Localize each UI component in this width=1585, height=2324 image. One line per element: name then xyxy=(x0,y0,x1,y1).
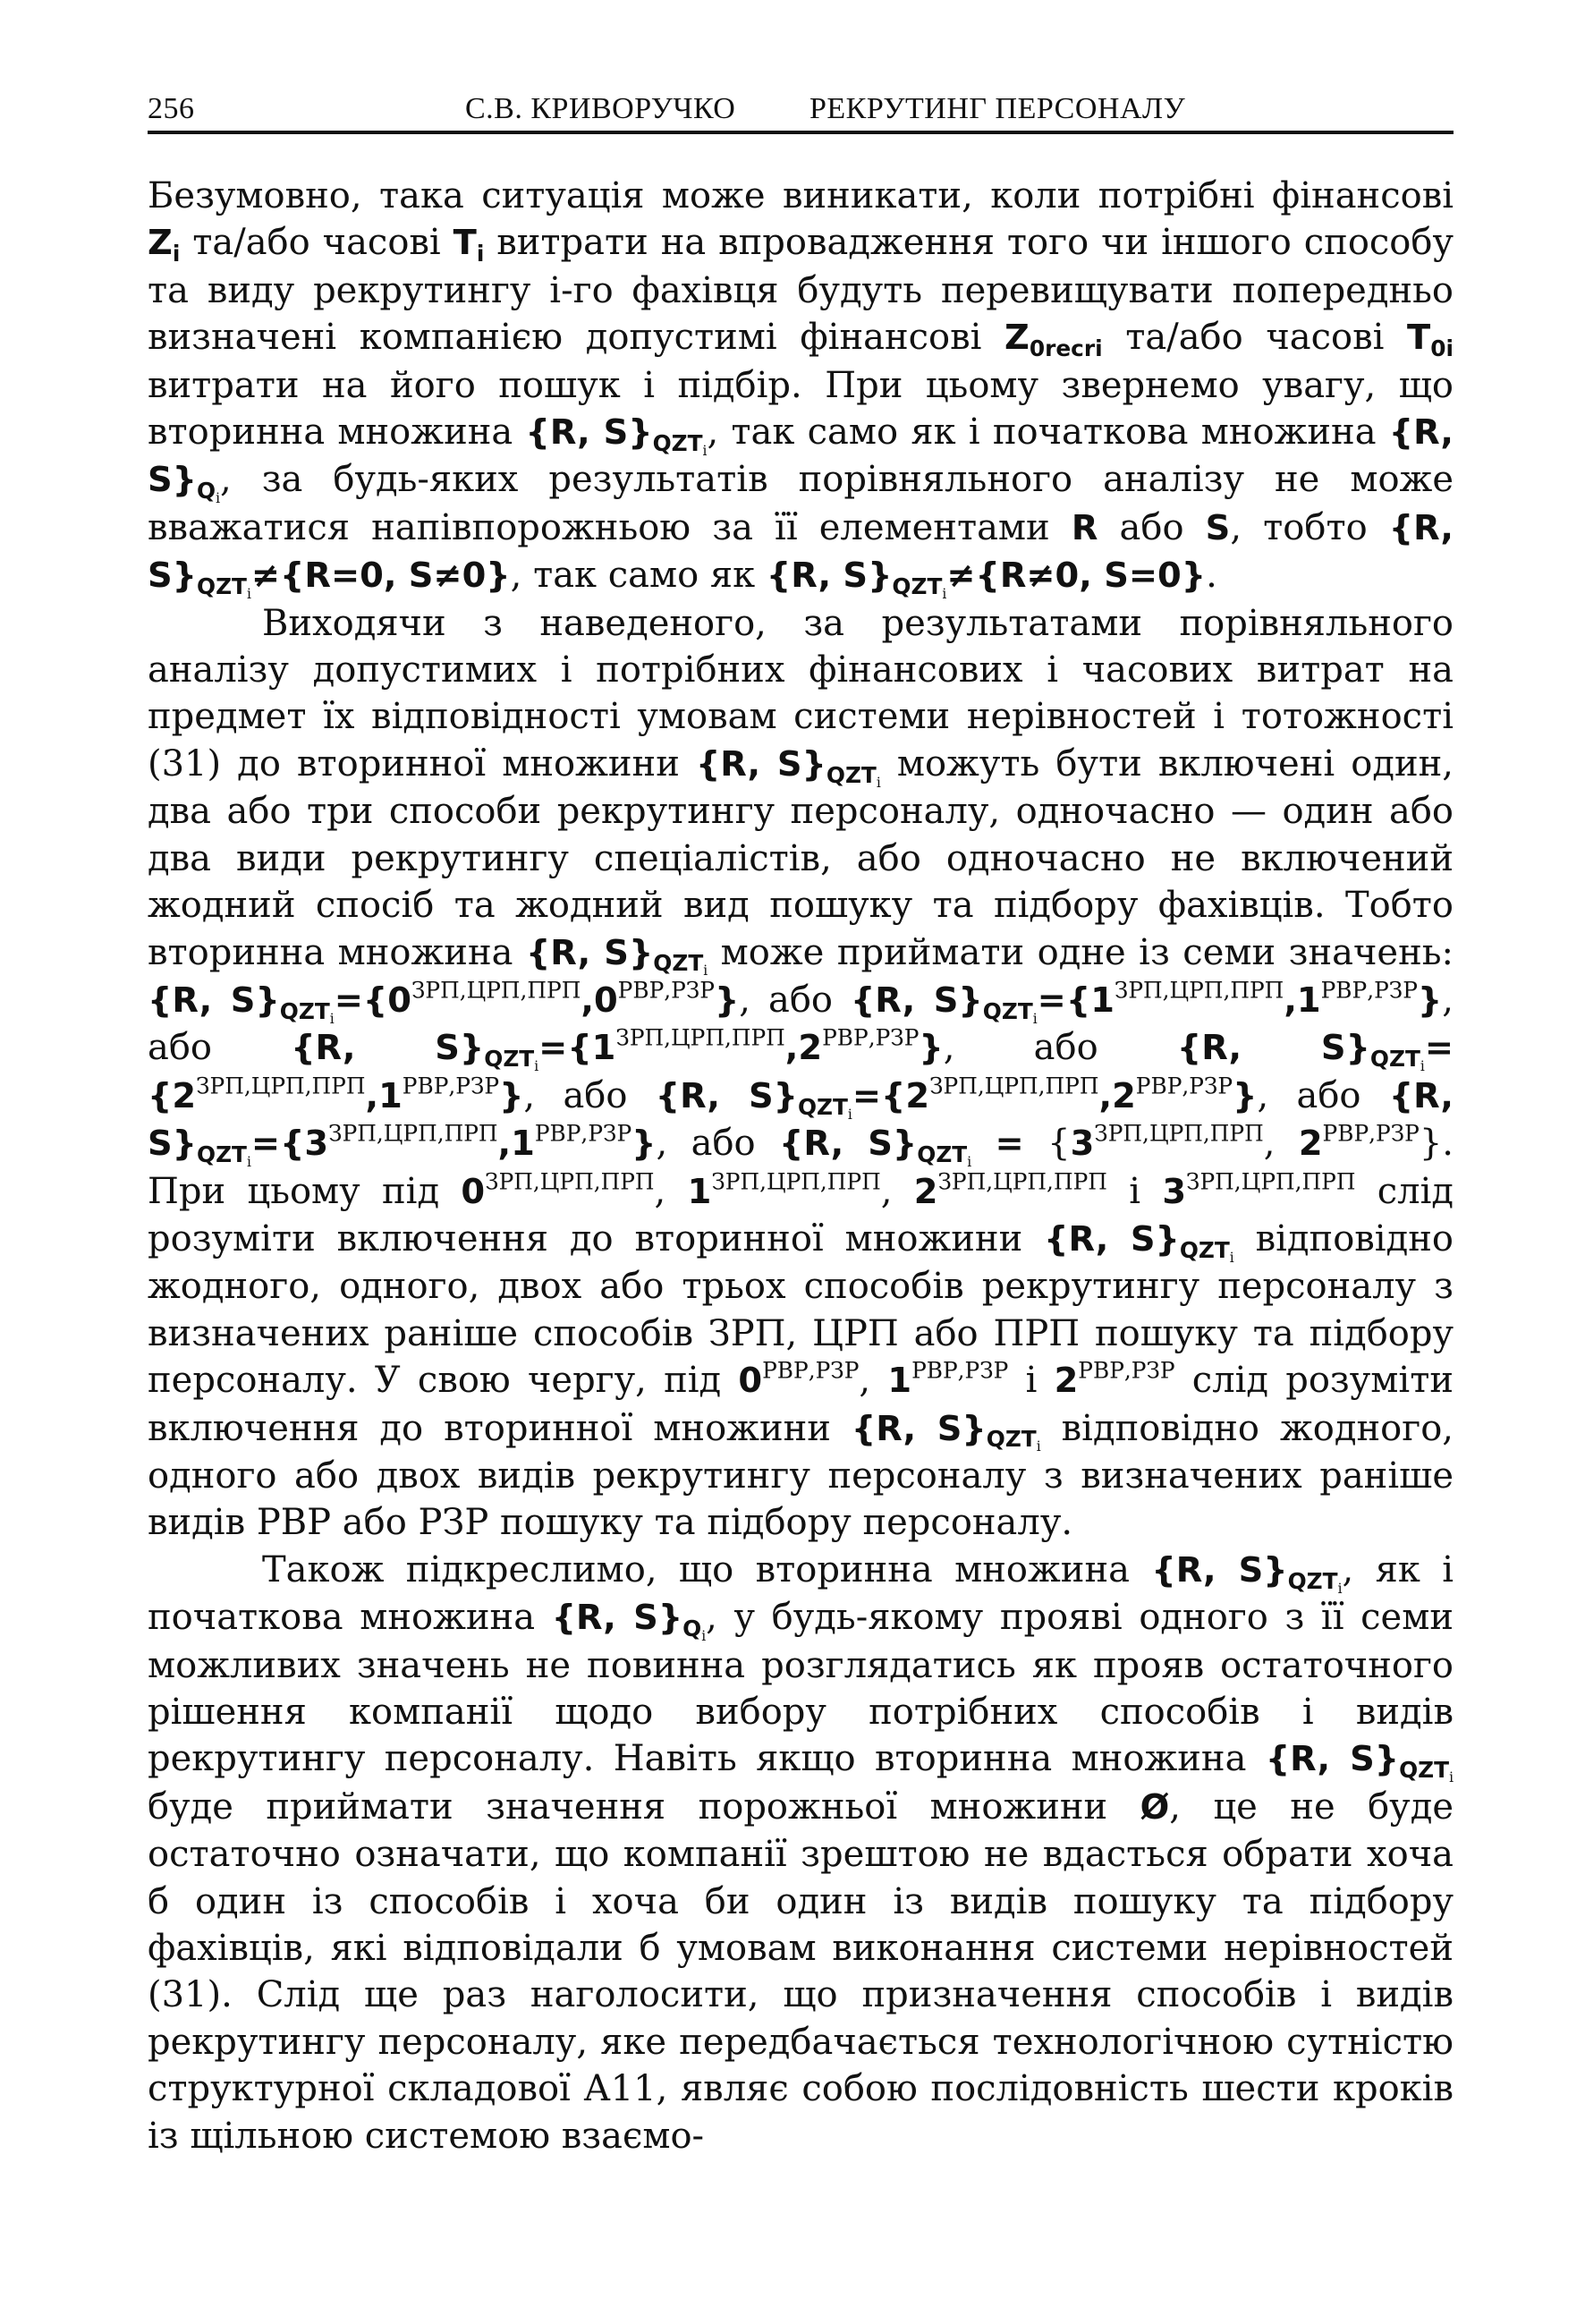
page-number: 256 xyxy=(148,92,195,125)
paragraph-2: Виходячи з наведеного, за результатами порівняльного аналізу допустимих і потрібних фінансових і часових витрат на предмет їх відповідності умовам системи нерівностей і тотожності (31) до вторинної множини {R, $S\}_{QZT_i}$ можуть бути включені один, два або три способи рекрутингу персоналу, одночасно — один або два види рекрутингу спеціалістів, або одночасно не включений жодний спосіб та жодний вид пошуку та підбору фахівців. Тобто вторинна множина {R, $S\}_{QZT_i}$ може приймати одне із семи значень: {R, $S\}_{QZT_i}=\{0^{ЗРП,ЦРП,ПРП},0^{РВР,РЗР}\}$, або {R, $S\}_{QZT_i}=\{1^{ЗРП,ЦРП,ПРП},1^{РВР,РЗР}\}$, або {R, $S\}_{QZT_i}=\{1^{ЗРП,ЦРП,ПРП},2^{РВР,РЗР}\}$, або {R, $S\}_{QZT_i}=\{2^{ЗРП,ЦРП,ПРП},1^{РВР,РЗР}\}$, або {R, $S\}_{QZT_i}=\{2^{ЗРП,ЦРП,ПРП},2^{РВР,РЗР}\}$, або {R, $S\}_{QZT_i}=\{3^{ЗРП,ЦРП,ПРП},1^{РВР,РЗР}\}$, або {R, $S\}_{QZT_i} = \{3^{ЗРП,ЦРП,ПРП}$, $2^{РВР,РЗР}$}. При цьому під $0^{ЗРП,ЦРП,ПРП}$, $1^{ЗРП,ЦРП,ПРП}$, $2^{ЗРП,ЦРП,ПРП}$ і $3^{ЗРП,ЦРП,ПРП}$ слід розуміти включення до вторинної множини {R, $S\}_{QZT_i}$ відповідно жодного, одного, двох або трьох способів рекрутингу персоналу з визначених раніше способів ЗРП, ЦРП або ПРП пошуку та підбору персоналу. У свою чергу, під $0^{РВР,РЗР}$, $1^{РВР,РЗР}$ і $2^{РВР,РЗР}$ слід розуміти включення до вторинної множини {R, $S\}_{QZT_i}$ відповідно жодного, одного або двох видів рекрутингу персоналу з визначених раніше видів РВР або РЗР пошуку та підбору персоналу. xyxy=(148,602,1454,1544)
set-value-1: {R, $S\}_{QZT_i}=\{0^{ЗРП,ЦРП,ПРП},0^{РВР,РЗР}\}$ xyxy=(148,977,740,1027)
running-header xyxy=(148,92,1454,128)
set-value-3: {R, $S\}_{QZT_i}=\{1^{ЗРП,ЦРП,ПРП},2^{РВР,РЗР}\}$ xyxy=(291,1024,944,1075)
paragraph-1: Безумовно, така ситуація може виникати, коли потрібні фінансові $Z_i$ та/або часові $T_i$ витрати на впровадження того чи іншого способу та виду рекрутингу і-го фахівця будуть перевищувати попередньо визначені компанією допустимі фінансові $Z_{0recri}$ та/або часові $T_{0i}$ витрати на його пошук і підбір. При цьому звернемо увагу, що вторинна множина {R, $S\}_{QZT_i}$, так само як і початкова множина {R, $S\}_{Q_i}$, за будь-яких результатів порівняльного аналізу не може вважатися напівпорожньою за її елементами R або S, тобто {R, $S\}_{QZT_i}\ne\{R=0$, S≠0}, так само як {R, $S\}_{QZT_i}\ne\{R\ne 0$, S=0}. xyxy=(148,175,1454,603)
set-value-5: {R, $S\}_{QZT_i}=\{2^{ЗРП,ЦРП,ПРП},2^{РВР,РЗР}\}$ xyxy=(655,1073,1258,1123)
set-value-2: {R, $S\}_{QZT_i}=\{1^{ЗРП,ЦРП,ПРП},1^{РВР,РЗР}\}$ xyxy=(850,977,1443,1027)
set-value-6: {R, $S\}_{QZT_i}=\{3^{ЗРП,ЦРП,ПРП},1^{РВР,РЗР}\}$ xyxy=(148,1075,1454,1170)
header-author: С.В. КРИВОРУЧКО xyxy=(465,92,736,125)
header-rule xyxy=(148,131,1454,134)
set-value-7: {R, $S\}_{QZT_i} = \{3^{ЗРП,ЦРП,ПРП}$, $2^{РВР,РЗР}$} xyxy=(779,1120,1443,1170)
header-book-title: РЕКРУТИНГ ПЕРСОНАЛУ xyxy=(809,92,1186,125)
set-value-4: {R, $S\}_{QZT_i}=\{2^{ЗРП,ЦРП,ПРП},1^{РВР,РЗР}\}$ xyxy=(148,1028,1454,1116)
paragraph-3: Також підкреслимо, що вторинна множина {R, $S\}_{QZT_i}$, як і початкова множина {R, $S\}_{Q_i}$, у будь-якому прояві одного з її семи можливих значень не повинна розглядатись як прояв остаточного рішення компанії щодо вибору потрібних способів і видів рекрутингу персоналу. Навіть якщо вторинна множина {R, $S\}_{QZT_i}$ буде приймати значення порожньої множини Ø, це не буде остаточно означати, що компанії зрештою не вдасться обрати хоча б один із способів і хоча би один із видів пошуку та підбору фахівців, які відповідали б умовам виконання системи нерівностей (31). Слід ще раз наголосити, що призначення способів і видів рекрутингу персоналу, яке передбачається технологічною сутністю структурної складової А11, являє собою послідовність шести кроків із щільною системою взаємо- xyxy=(148,1548,1454,2157)
body-text xyxy=(148,173,1454,2159)
